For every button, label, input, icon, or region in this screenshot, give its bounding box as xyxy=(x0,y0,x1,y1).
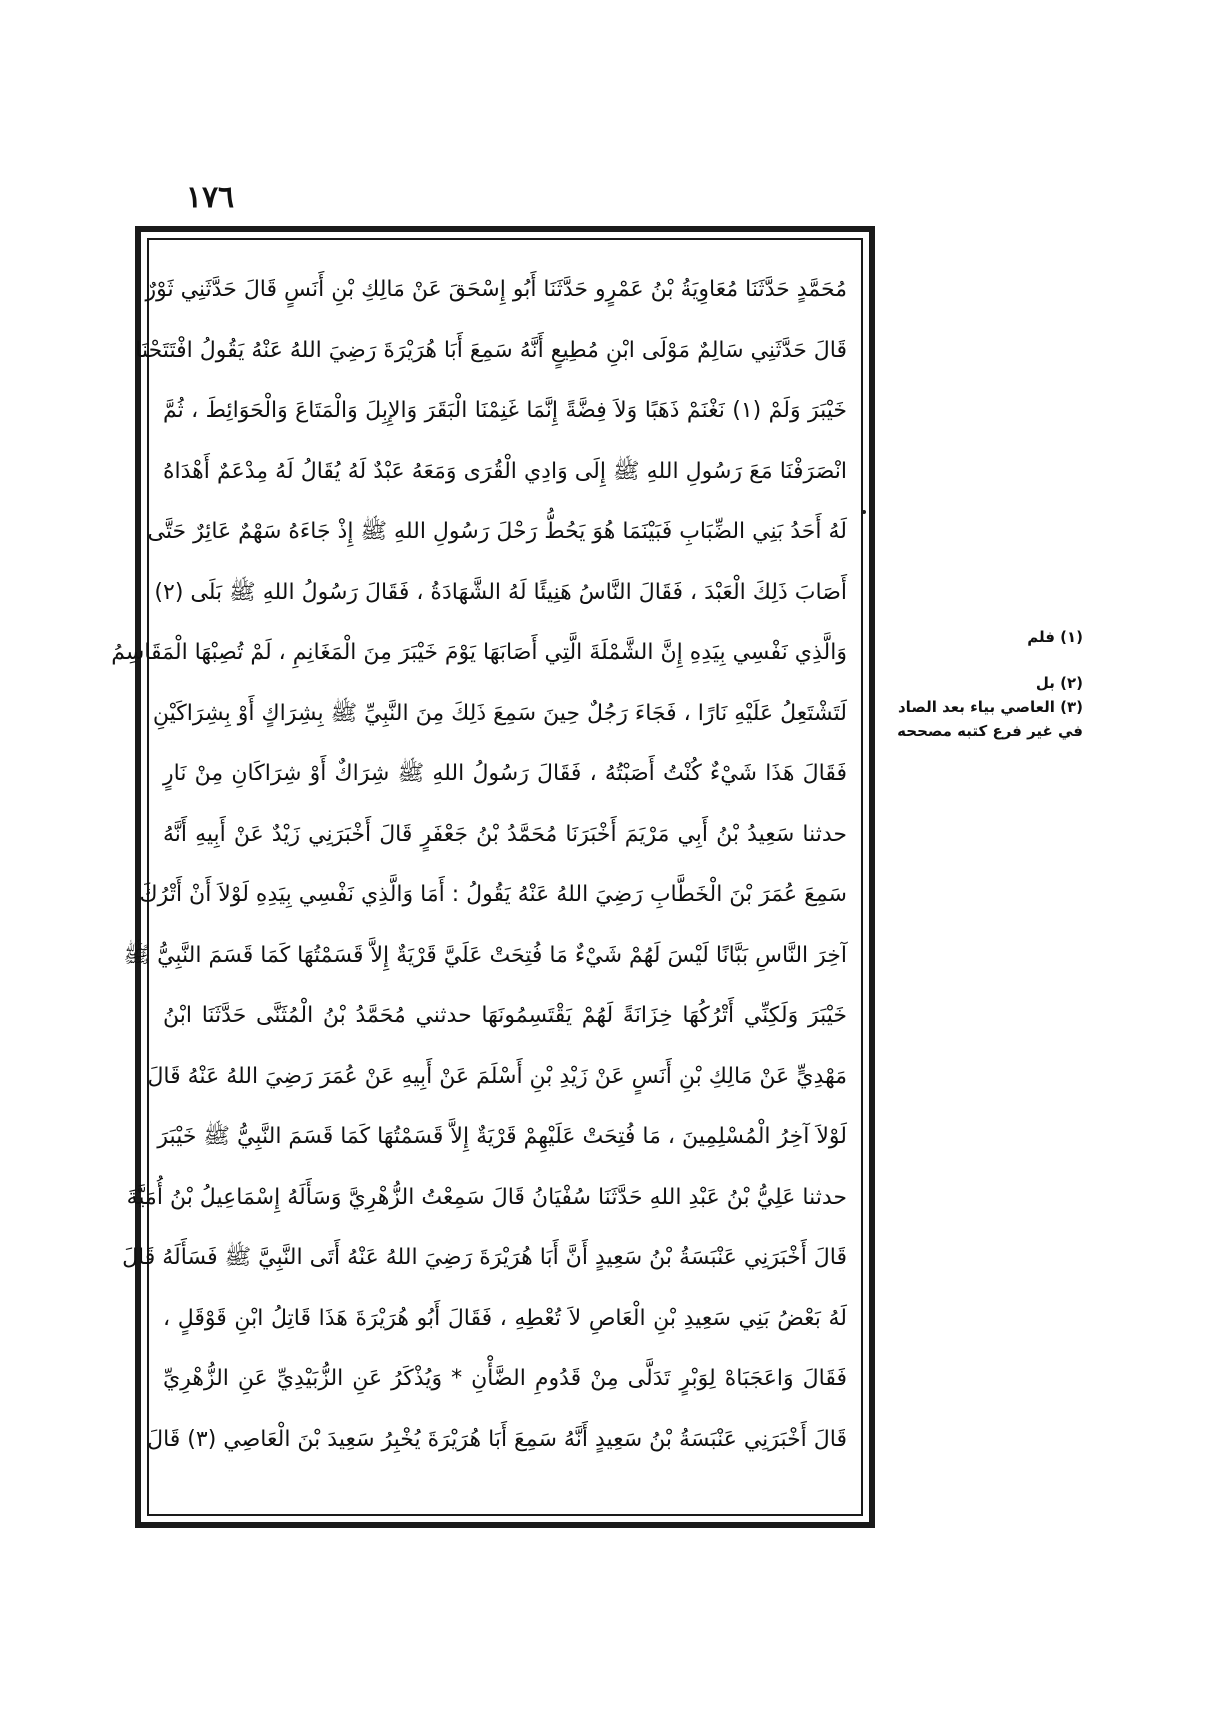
text-line-20: قَالَ أَخْبَرَنِي عَنْبَسَةُ بْنُ سَعِيدٍ أَنَّهُ سَمِعَ أَبَا هُرَيْرَةَ يُخْبِرُ سَعِيدَ بْنَ الْعَاصِي (٣) قَالَ xyxy=(147,1426,847,1452)
text-line-13: خَيْبَرَ وَلَكِنِّي أَتْرُكُهَا خِزَانَةً لَهُمْ يَقْتَسِمُونَهَا حدثني مُحَمَّدُ بْنُ الْمُثَنَّى حَدَّثَنَا ابْنُ xyxy=(163,1003,847,1028)
margin-note-3-line-2: في غير فرع كتبه مصححه xyxy=(897,722,1083,740)
text-line-4: انْصَرَفْنَا مَعَ رَسُولِ اللهِ ﷺ إِلَى وَادِي الْقُرَى وَمَعَهُ عَبْدٌ لَهُ يُقَالُ لَهُ مِدْعَمٌ أَهْدَاهُ xyxy=(163,458,847,484)
margin-notes xyxy=(878,625,1083,743)
text-line-7: وَالَّذِي نَفْسِي بِيَدِهِ إِنَّ الشَّمْلَةَ الَّتِي أَصَابَهَا يَوْمَ خَيْبَرَ مِنَ الْمَغَانِمِ ، لَمْ تُصِبْهَا الْمَقَاسِمُ xyxy=(111,640,847,665)
text-line-17: قَالَ أَخْبَرَنِي عَنْبَسَةُ بْنُ سَعِيدٍ أَنَّ أَبَا هُرَيْرَةَ رَضِيَ اللهُ عَنْهُ أَتَى النَّبِيَّ ﷺ فَسَأَلَهُ قَالَ xyxy=(122,1245,847,1270)
margin-note-3-line-1: (٣) العاصي بياء بعد الصاد xyxy=(897,698,1083,716)
text-line-19: فَقَالَ وَاعَجَبَاهْ لِوَبْرٍ تَدَلَّى مِنْ قَدُومِ الضَّأْنِ * وَيُذْكَرُ عَنِ الزُّبَيْدِيِّ عَنِ الزُّهْرِيِّ xyxy=(163,1366,847,1391)
text-line-3: خَيْبَرَ وَلَمْ (١) نَغْنَمْ ذَهَبًا وَلاَ فِضَّةً إِنَّمَا غَنِمْنَا الْبَقَرَ وَالإِبِلَ وَالْمَتَاعَ وَالْحَوَائِطَ ، ثُمَّ xyxy=(163,398,847,423)
main-text-body xyxy=(111,260,847,1504)
text-line-5: لَهُ أَحَدُ بَنِي الضِّبَابِ فَبَيْنَمَا هُوَ يَحُطُّ رَحْلَ رَسُولِ اللهِ ﷺ إِذْ جَاءَهُ سَهْمٌ عَائِرٌ حَتَّى xyxy=(147,519,847,544)
text-line-10: حدثنا سَعِيدُ بْنُ أَبِي مَرْيَمَ أَخْبَرَنَا مُحَمَّدُ بْنُ جَعْفَرٍ قَالَ أَخْبَرَنِي زَيْدٌ عَنْ أَبِيهِ أَنَّهُ xyxy=(163,821,847,847)
margin-note-1: (١) فلم xyxy=(1027,628,1083,646)
text-line-8: لَتَشْتَعِلُ عَلَيْهِ نَارًا ، فَجَاءَ رَجُلٌ حِينَ سَمِعَ ذَلِكَ مِنَ النَّبِيِّ ﷺ بِشِرَاكٍ أَوْ بِشِرَاكَيْنِ xyxy=(152,700,847,726)
margin-dot xyxy=(862,510,866,514)
text-line-2: قَالَ حَدَّثَنِي سَالِمٌ مَوْلَى ابْنِ مُطِيعٍ أَنَّهُ سَمِعَ أَبَا هُرَيْرَةَ رَضِيَ اللهُ عَنْهُ يَقُولُ افْتَتَحْنَا xyxy=(135,337,847,363)
text-line-15: لَوْلاَ آخِرُ الْمُسْلِمِينَ ، مَا فُتِحَتْ عَلَيْهِمْ قَرْيَةٌ إِلاَّ قَسَمْتُهَا كَمَا قَسَمَ النَّبِيُّ ﷺ خَيْبَرَ xyxy=(157,1124,847,1149)
text-line-12: آخِرَ النَّاسِ بَبَّانًا لَيْسَ لَهُمْ شَيْءٌ مَا فُتِحَتْ عَلَيَّ قَرْيَةٌ إِلاَّ قَسَمْتُهَا كَمَا قَسَمَ النَّبِيُّ ﷺ xyxy=(123,942,847,968)
text-frame-inner-border xyxy=(111,238,863,1516)
text-line-1: مُحَمَّدٍ حَدَّثَنَا مُعَاوِيَةُ بْنُ عَمْرٍو حَدَّثَنَا أَبُو إِسْحَقَ عَنْ مَالِكِ بْنِ أَنَسٍ قَالَ حَدَّثَنِي ثَوْرٌ xyxy=(145,277,847,302)
text-line-11: سَمِعَ عُمَرَ بْنَ الْخَطَّابِ رَضِيَ اللهُ عَنْهُ يَقُولُ : أَمَا وَالَّذِي نَفْسِي بِيَدِهِ لَوْلاَ أَنْ أَتْرُكَ xyxy=(139,882,847,907)
page-number: ١٧٦ xyxy=(185,180,235,215)
text-line-18: لَهُ بَعْضُ بَنِي سَعِيدِ بْنِ الْعَاصِ لاَ تُعْطِهِ ، فَقَالَ أَبُو هُرَيْرَةَ هَذَا قَاتِلُ ابْنِ قَوْقَلٍ ، xyxy=(163,1305,847,1331)
text-line-9: فَقَالَ هَذَا شَيْءٌ كُنْتُ أَصَبْتُهُ ، فَقَالَ رَسُولُ اللهِ ﷺ شِرَاكٌ أَوْ شِرَاكَانِ مِنْ نَارٍ xyxy=(163,761,847,786)
text-line-6: أَصَابَ ذَلِكَ الْعَبْدَ ، فَقَالَ النَّاسُ هَنِيئًا لَهُ الشَّهَادَةُ ، فَقَالَ رَسُولُ اللهِ ﷺ بَلَى (٢) xyxy=(154,579,847,605)
text-line-16: حدثنا عَلِيُّ بْنُ عَبْدِ اللهِ حَدَّثَنَا سُفْيَانُ قَالَ سَمِعْتُ الزُّهْرِيَّ وَسَأَلَهُ إِسْمَاعِيلُ بْنُ أُمَيَّةَ xyxy=(126,1184,847,1210)
margin-note-2: (٢) بل xyxy=(1035,674,1083,692)
text-frame xyxy=(111,226,875,1528)
text-line-14: مَهْدِيٍّ عَنْ مَالِكِ بْنِ أَنَسٍ عَنْ زَيْدِ بْنِ أَسْلَمَ عَنْ أَبِيهِ عَنْ عُمَرَ رَضِيَ اللهُ عَنْهُ قَالَ xyxy=(147,1063,847,1089)
